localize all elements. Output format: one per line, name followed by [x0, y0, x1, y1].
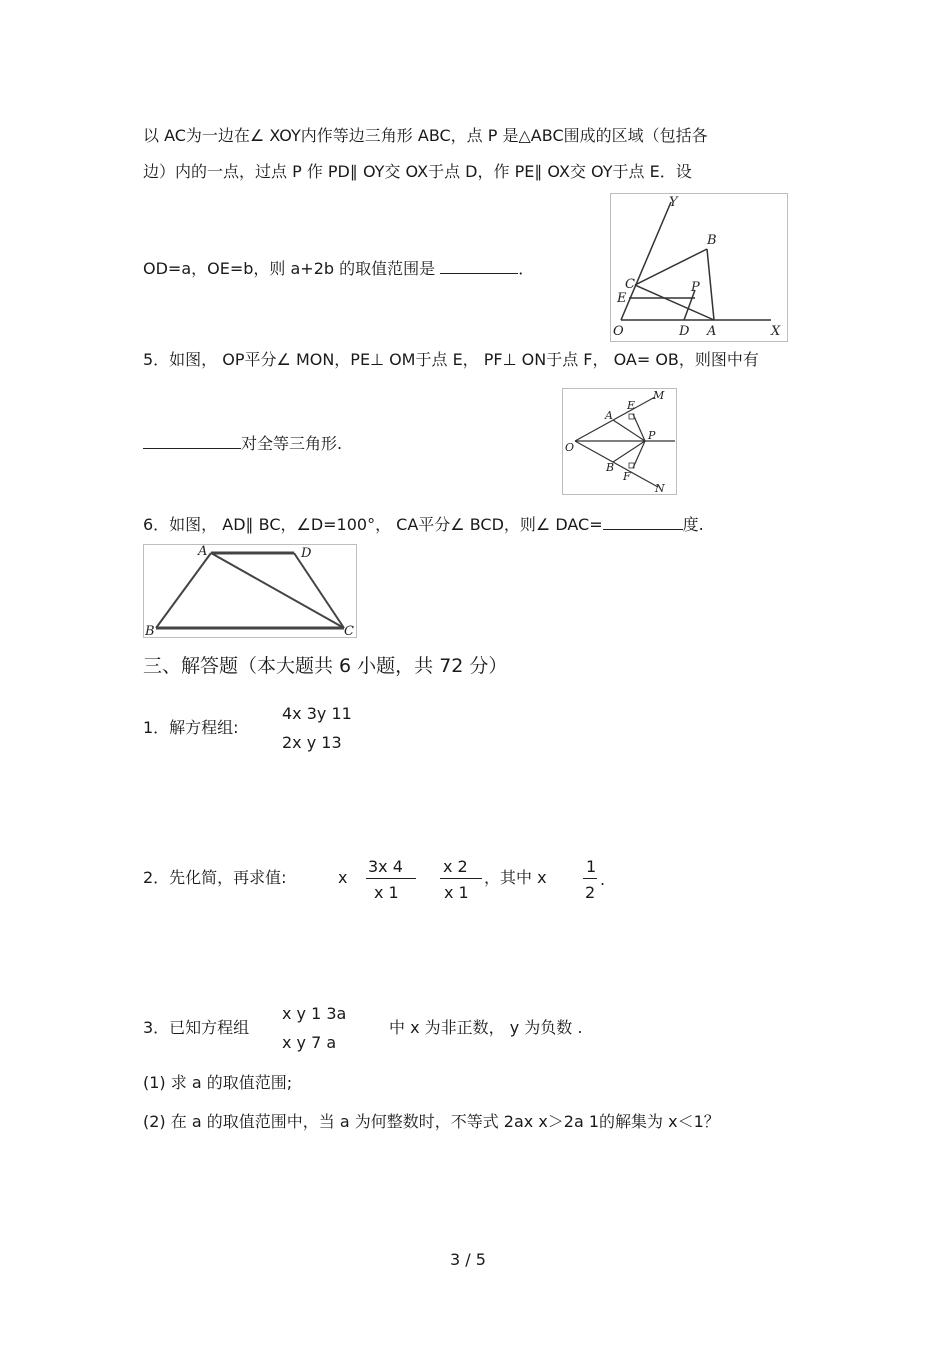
p3-label: 3．已知方程组: [143, 1018, 250, 1037]
q4-line1: 以 AC为一边在∠ XOY内作等边三角形 ABC，点 P 是△ABC围成的区域（包括各: [143, 126, 708, 145]
p2-frac1-num: 3x 4: [368, 857, 403, 876]
label-y: Y: [669, 195, 678, 210]
label-o: O: [565, 441, 575, 454]
label-a: A: [707, 324, 717, 339]
segment-ac: [211, 553, 344, 628]
q6-line1-text: 6．如图， AD∥ BC，∠D=100°， CA平分∠ BCD，则∠ DAC=: [143, 515, 603, 534]
segment-dc: [294, 553, 344, 628]
q4-end: ．: [518, 259, 535, 278]
p3-sub1: (1) 求 a 的取值范围;: [143, 1073, 293, 1092]
q5-figure-svg: [563, 389, 676, 494]
label-p: P: [691, 280, 700, 295]
q5-line2-text: 对全等三角形.: [241, 434, 343, 453]
q4-figure: [610, 193, 788, 342]
label-e: E: [627, 399, 636, 412]
q6-end: 度.: [682, 515, 704, 534]
q5-figure: [562, 388, 677, 495]
segment-ab: [707, 249, 714, 320]
q4-figure-svg: [611, 194, 787, 341]
page-number: 3 / 5: [450, 1250, 486, 1269]
q4-line3: [143, 259, 534, 277]
label-n: N: [655, 482, 665, 494]
label-a: A: [605, 409, 613, 422]
label-a: A: [198, 545, 208, 559]
label-d: D: [679, 324, 690, 339]
label-o: O: [613, 324, 624, 339]
label-c: C: [625, 277, 635, 292]
q6-line1: [143, 515, 704, 533]
label-b: B: [707, 233, 717, 248]
q4-line2: 边）内的一点，过点 P 作 PD∥ OY交 OX于点 D，作 PE∥ OX交 OY于点 E．设: [143, 162, 692, 181]
segment-ab: [156, 553, 211, 628]
label-d: D: [301, 546, 312, 561]
p2-end: .: [600, 870, 606, 889]
q5-line2: [143, 434, 342, 452]
p2-frac3-den: 2: [585, 883, 596, 902]
label-c: C: [344, 624, 354, 637]
p1-label: 1．解方程组:: [143, 718, 239, 737]
label-b: B: [606, 461, 615, 474]
answer-blank-q4[interactable]: [440, 259, 518, 274]
axis-oy: [621, 202, 671, 320]
q6-figure-svg: [144, 545, 356, 637]
q4-line3-text: OD=a，OE=b，则 a+2b 的取值范围是: [143, 259, 436, 278]
p1-eq1: 4x 3y 11: [282, 704, 352, 723]
p2-frac1-den: x 1: [374, 883, 399, 902]
label-e: E: [617, 291, 627, 306]
label-m: M: [653, 389, 665, 402]
p2-frac2-num: x 2: [443, 857, 468, 876]
p2-frac1-bar: [366, 878, 416, 879]
p2-frac2-den: x 1: [444, 883, 469, 902]
label-x: X: [771, 324, 781, 339]
p2-label: 2．先化简，再求值:: [143, 868, 287, 887]
answer-blank-q6[interactable]: [603, 515, 683, 530]
p2-frac3-num: 1: [586, 857, 597, 876]
p2-frac3-bar: [583, 878, 597, 879]
ray-om: [575, 397, 655, 441]
q5-line1: 5．如图， OP平分∠ MON，PE⊥ OM于点 E， PF⊥ ON于点 F， OA= OB，则图中有: [143, 350, 759, 369]
label-p: P: [648, 429, 656, 442]
answer-blank-q5[interactable]: [143, 434, 241, 449]
section-title: 三、解答题（本大题共 6 小题，共 72 分）: [143, 655, 508, 677]
p3-condition: 中 x 为非正数， y 为负数 .: [389, 1018, 583, 1037]
p1-eq2: 2x y 13: [282, 733, 342, 752]
p2-mid: ，其中 x: [484, 868, 547, 887]
q6-figure: [143, 544, 357, 638]
label-f: F: [623, 470, 631, 483]
p2-x: x: [338, 868, 348, 887]
p3-eq1: x y 1 3a: [282, 1004, 347, 1023]
p3-eq2: x y 7 a: [282, 1033, 337, 1052]
p2-frac2-bar: [440, 878, 482, 879]
ray-on: [575, 441, 658, 487]
p3-sub2: (2) 在 a 的取值范围中，当 a 为何整数时，不等式 2ax x＞2a 1的解集为 x＜1？: [143, 1112, 720, 1131]
label-b: B: [145, 624, 155, 637]
segment-ca: [635, 285, 714, 320]
